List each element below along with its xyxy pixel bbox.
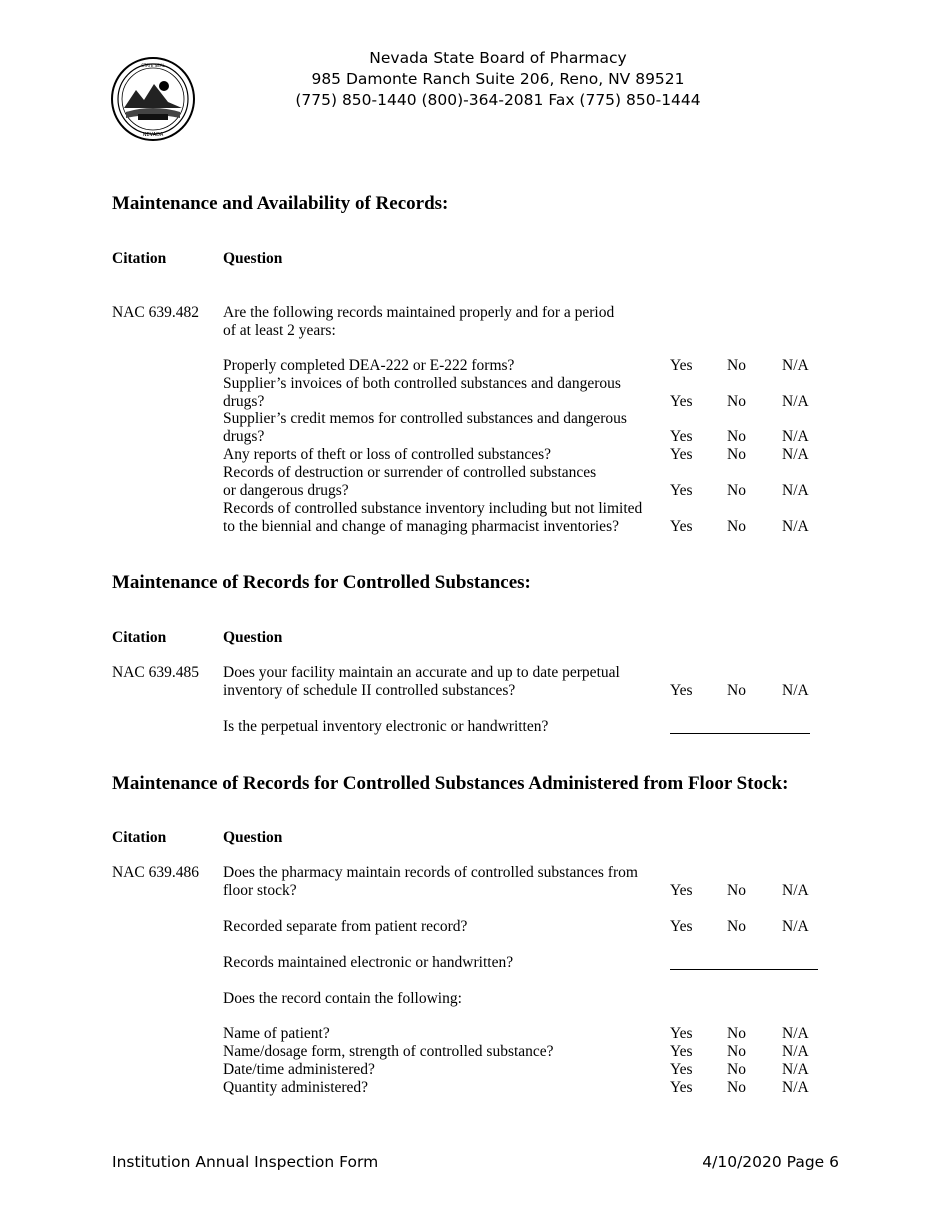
question-inventory: Records of controlled substance inventory including but not limited xyxy=(223,500,643,517)
answer-yes[interactable]: Yes xyxy=(670,918,693,935)
question-credit-memos: Supplier’s credit memos for controlled substances and dangerous xyxy=(223,410,627,427)
answer-no[interactable]: No xyxy=(727,918,746,935)
question-patient-name: Name of patient? xyxy=(223,1025,330,1042)
answer-yes[interactable]: Yes xyxy=(670,446,693,463)
citation-nac-639-482: NAC 639.482 xyxy=(112,304,199,321)
answer-no[interactable]: No xyxy=(727,393,746,410)
answer-na[interactable]: N/A xyxy=(782,1025,809,1042)
state-seal-logo xyxy=(110,56,196,142)
citation-header: Citation xyxy=(112,829,167,846)
answer-blank-line[interactable] xyxy=(670,969,818,970)
answer-no[interactable]: No xyxy=(727,882,746,899)
header-board-name: Nevada State Board of Pharmacy xyxy=(369,49,627,67)
question-separate-record: Recorded separate from patient record? xyxy=(223,918,468,935)
answer-no[interactable]: No xyxy=(727,1043,746,1060)
answer-yes[interactable]: Yes xyxy=(670,1025,693,1042)
question-header: Question xyxy=(223,829,283,846)
question-floor-stock: Does the pharmacy maintain records of controlled substances from xyxy=(223,864,638,881)
question-header: Question xyxy=(223,629,283,646)
answer-na[interactable]: N/A xyxy=(782,1061,809,1078)
svg-text:NEVADA: NEVADA xyxy=(142,132,164,138)
answer-na[interactable]: N/A xyxy=(782,1079,809,1096)
answer-no[interactable]: No xyxy=(727,682,746,699)
answer-no[interactable]: No xyxy=(727,482,746,499)
question-intro-cont: of at least 2 years: xyxy=(223,322,336,339)
answer-yes[interactable]: Yes xyxy=(670,357,693,374)
header-address: 985 Damonte Ranch Suite 206, Reno, NV 89521 xyxy=(311,70,685,88)
question-theft-reports: Any reports of theft or loss of controlled substances? xyxy=(223,446,552,463)
answer-na[interactable]: N/A xyxy=(782,1043,809,1060)
citation-header: Citation xyxy=(112,250,167,267)
header-phone: (775) 850-1440 (800)-364-2081 Fax (775) 850-1444 xyxy=(295,91,701,109)
question-dea-forms: Properly completed DEA-222 or E-222 forms? xyxy=(223,357,515,374)
answer-na[interactable]: N/A xyxy=(782,482,809,499)
section-title-controlled: Maintenance of Records for Controlled Substances: xyxy=(112,572,531,593)
answer-na[interactable]: N/A xyxy=(782,682,809,699)
answer-no[interactable]: No xyxy=(727,1025,746,1042)
seal-icon xyxy=(110,56,196,142)
answer-yes[interactable]: Yes xyxy=(670,482,693,499)
answer-yes[interactable]: Yes xyxy=(670,393,693,410)
answer-na[interactable]: N/A xyxy=(782,446,809,463)
answer-no[interactable]: No xyxy=(727,1061,746,1078)
answer-yes[interactable]: Yes xyxy=(670,518,693,535)
footer-form-name: Institution Annual Inspection Form xyxy=(112,1153,379,1171)
question-credit-memos-cont: drugs? xyxy=(223,428,265,445)
answer-blank-line[interactable] xyxy=(670,733,810,734)
question-dosage-form: Name/dosage form, strength of controlled substance? xyxy=(223,1043,554,1060)
section-title-records: Maintenance and Availability of Records: xyxy=(112,193,449,214)
footer-date-page: 4/10/2020 Page 6 xyxy=(702,1153,839,1171)
answer-na[interactable]: N/A xyxy=(782,882,809,899)
question-destruction: Records of destruction or surrender of controlled substances xyxy=(223,464,597,481)
answer-yes[interactable]: Yes xyxy=(670,682,693,699)
question-perpetual-inventory: Does your facility maintain an accurate and up to date perpetual xyxy=(223,664,620,681)
section-title-floor-stock: Maintenance of Records for Controlled Substances Administered from Floor Stock: xyxy=(112,773,789,794)
answer-yes[interactable]: Yes xyxy=(670,1079,693,1096)
answer-yes[interactable]: Yes xyxy=(670,882,693,899)
answer-na[interactable]: N/A xyxy=(782,518,809,535)
answer-no[interactable]: No xyxy=(727,446,746,463)
answer-na[interactable]: N/A xyxy=(782,357,809,374)
citation-nac-639-485: NAC 639.485 xyxy=(112,664,199,681)
question-intro: Are the following records maintained properly and for a period xyxy=(223,304,615,321)
question-record-type: Records maintained electronic or handwritten? xyxy=(223,954,514,971)
answer-na[interactable]: N/A xyxy=(782,393,809,410)
answer-no[interactable]: No xyxy=(727,518,746,535)
question-floor-stock-cont: floor stock? xyxy=(223,882,297,899)
question-destruction-cont: or dangerous drugs? xyxy=(223,482,349,499)
svg-text:STATE SEAL: STATE SEAL xyxy=(141,63,165,68)
question-perpetual-inventory-cont: inventory of schedule II controlled substances? xyxy=(223,682,516,699)
answer-yes[interactable]: Yes xyxy=(670,1043,693,1060)
citation-header: Citation xyxy=(112,629,167,646)
question-quantity: Quantity administered? xyxy=(223,1079,369,1096)
answer-no[interactable]: No xyxy=(727,428,746,445)
answer-no[interactable]: No xyxy=(727,357,746,374)
question-invoices-cont: drugs? xyxy=(223,393,265,410)
question-inventory-type: Is the perpetual inventory electronic or handwritten? xyxy=(223,718,549,735)
question-record-contents: Does the record contain the following: xyxy=(223,990,462,1007)
answer-yes[interactable]: Yes xyxy=(670,1061,693,1078)
question-inventory-cont: to the biennial and change of managing pharmacist inventories? xyxy=(223,518,619,535)
citation-nac-639-486: NAC 639.486 xyxy=(112,864,199,881)
question-invoices: Supplier’s invoices of both controlled substances and dangerous xyxy=(223,375,621,392)
answer-no[interactable]: No xyxy=(727,1079,746,1096)
answer-na[interactable]: N/A xyxy=(782,918,809,935)
question-date-time: Date/time administered? xyxy=(223,1061,375,1078)
answer-yes[interactable]: Yes xyxy=(670,428,693,445)
question-header: Question xyxy=(223,250,283,267)
answer-na[interactable]: N/A xyxy=(782,428,809,445)
